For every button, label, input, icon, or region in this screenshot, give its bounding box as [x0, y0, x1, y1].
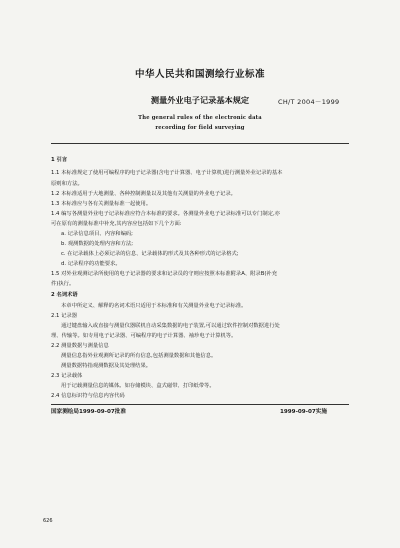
- body-line: 通过键盘输入或直接与测量仪器联机自动采集数据的电子装置,可以通过软件控制对数据进行处: [61, 323, 280, 329]
- standard-title: 测量外业电子记录基本规定: [150, 95, 250, 105]
- body-line: 理、传输等。如专用电子记录器、可编程序的电子计算器、袖珍电子计算机等。: [51, 333, 237, 339]
- body-line: 原则和方法。: [51, 181, 83, 187]
- body-line: 本章中所定义、解释的名词术语只适用于本标准和有关测量外业电子记录标准。: [61, 303, 247, 309]
- section-heading: 1 引言: [51, 157, 68, 163]
- list-item: a. 记录信息项目、内容和编码;: [61, 231, 133, 237]
- standard-code: CH/T 2004－1999: [278, 98, 340, 106]
- section-heading: 2 名词术语: [51, 292, 78, 298]
- english-title-line-1: The general rules of the electronic data: [138, 115, 262, 121]
- subsection-heading: 2.2 测量数据与测量信息: [51, 343, 109, 349]
- body-line: 测量信息指外业观测所记录的所有信息,包括测量数据和其他信息。: [61, 353, 217, 359]
- subsection-heading: 2.4 信息标识符与信息内容代码: [51, 393, 125, 399]
- page-number: 626: [43, 518, 53, 524]
- approval-date: 国家测绘局1999-09-07批准: [51, 409, 126, 415]
- header-divider: [51, 143, 349, 144]
- subsection-heading: 2.1 记录器: [51, 313, 77, 319]
- footer-divider: [51, 404, 349, 405]
- body-line: 1.4 编写各测量外业电子记录标准应符合本标准的要求。各测量外业电子记录标准可以专门制定,亦: [51, 211, 280, 217]
- body-line: 测量数据特指观测数据及其处理结果。: [61, 363, 152, 369]
- list-item: d. 记录程序的功能要求。: [61, 261, 121, 267]
- body-line: 1.1 本标准规定了使用可编程序的电子记录器(含电子计算器、电子计算机)进行测量外业记录的基本: [51, 170, 283, 176]
- subsection-heading: 2.3 记录载体: [51, 373, 83, 379]
- body-line: 件)执行。: [51, 281, 75, 287]
- list-item: b. 观测数据的处理内容和方法;: [61, 241, 134, 247]
- body-line: 可在原有的测量标准中补充,其内容应包括如下几个方面:: [51, 221, 182, 227]
- english-title-line-2: recording for field surveying: [155, 125, 245, 131]
- body-line: 1.2 本标准适用于大地测量、各种控制测量以及其他有关测量的外业电子记录。: [51, 191, 236, 197]
- body-line: 1.5 对外业观测记录所使用的电子记录器的要求和记录员的守则应按照本标准附录A、附录B(补充: [51, 271, 278, 277]
- implementation-date: 1999-09-07实施: [280, 409, 327, 415]
- body-line: 1.3 本标准应与各有关测量标准一起使用。: [51, 201, 152, 207]
- body-line: 用于记载测量信息的媒体。如存储模块、盒式磁带、打印纸带等。: [61, 383, 215, 389]
- list-item: c. 在记录载体上必须记录的信息、记录载体的形式及其各种形式的记录格式;: [61, 251, 239, 257]
- industry-standard-heading: 中华人民共和国测绘行业标准: [134, 69, 265, 80]
